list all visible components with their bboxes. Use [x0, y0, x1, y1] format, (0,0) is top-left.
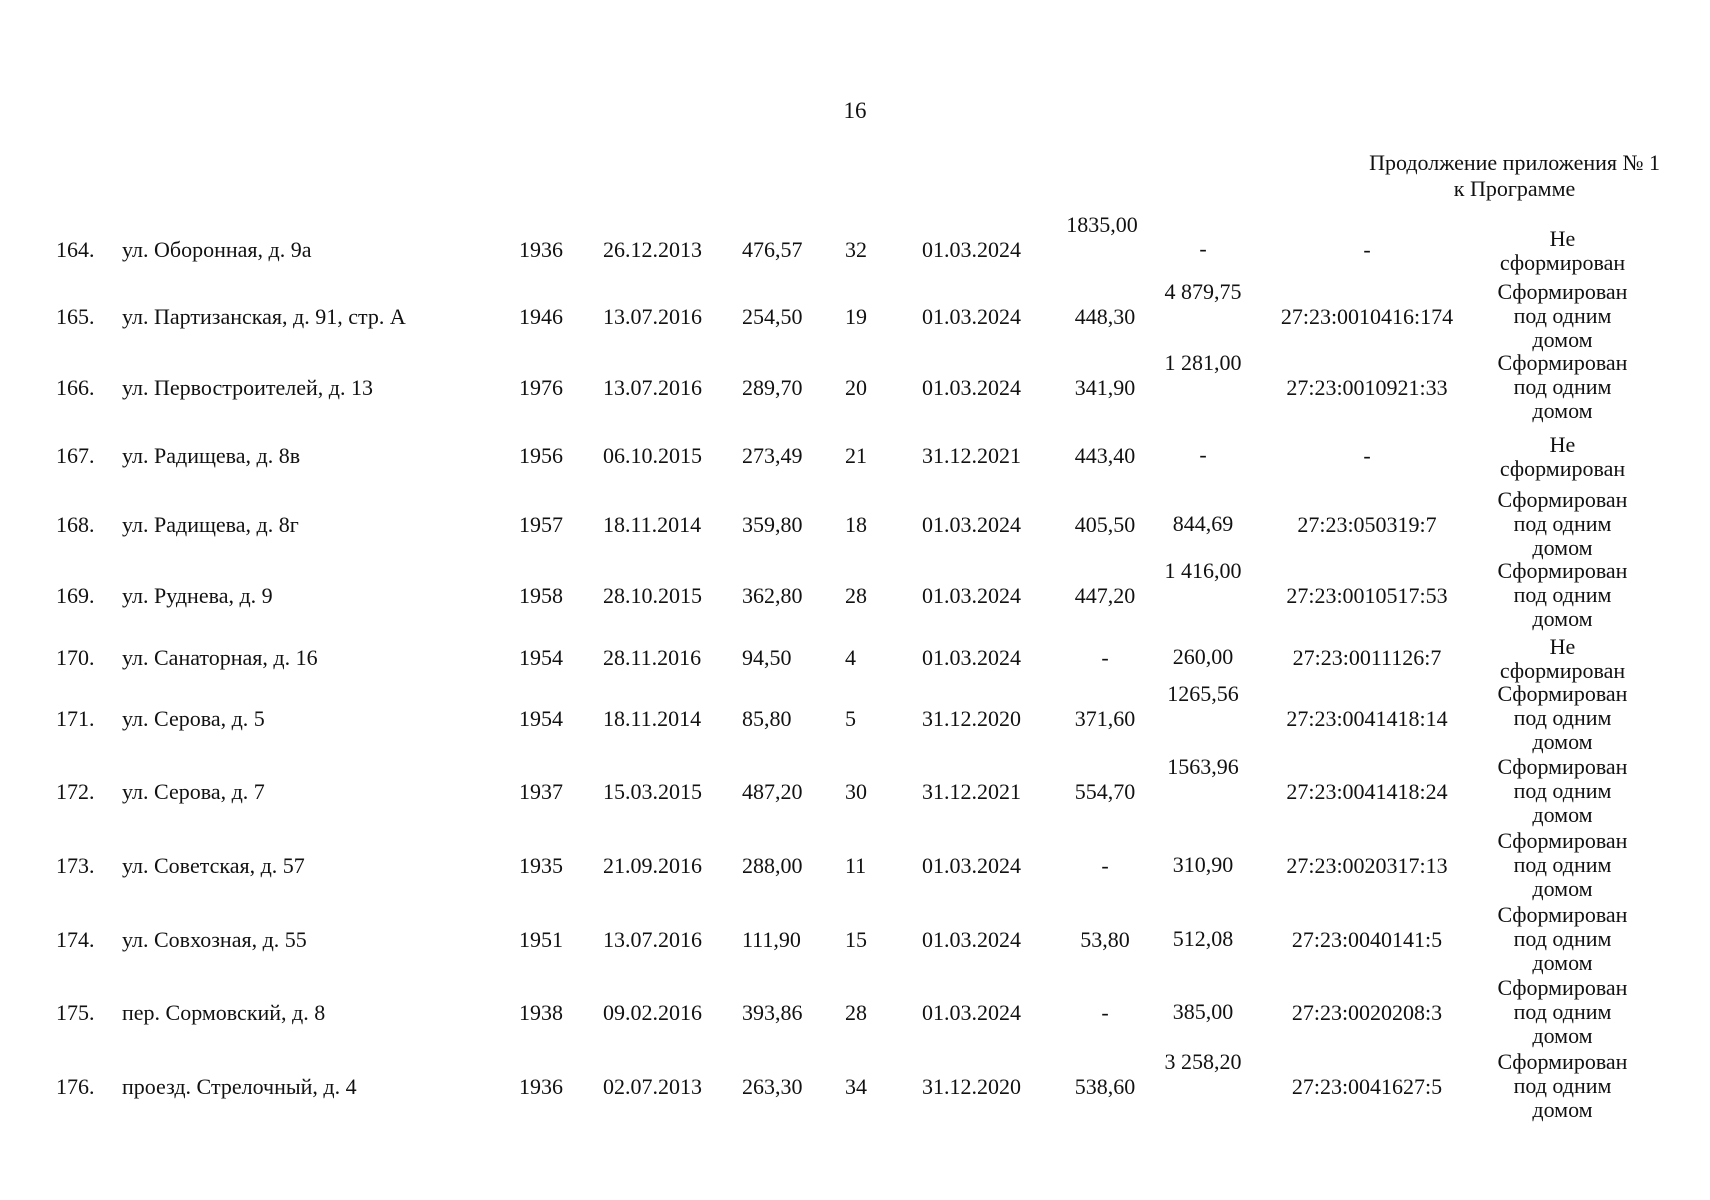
cadastral-number-cell: -	[1363, 237, 1371, 262]
count-cell: 15	[845, 927, 867, 952]
year-cell: 1936	[519, 237, 563, 262]
land-area-cell: 1265,56	[1167, 681, 1239, 706]
deadline-cell: 01.03.2024	[922, 237, 1021, 262]
status-cell: Сформирован под одним домом	[1497, 558, 1628, 631]
deadline-cell: 31.12.2021	[922, 443, 1021, 468]
row-number: 164.	[56, 237, 95, 262]
area2-cell: 341,90	[1074, 375, 1136, 400]
row-number: 171.	[56, 706, 95, 731]
date-cell: 18.11.2014	[603, 512, 702, 537]
year-cell: 1958	[519, 583, 563, 608]
status-cell: Сформирован под одним домом	[1497, 279, 1628, 352]
row-number: 167.	[56, 443, 95, 468]
cadastral-number-cell: 27:23:0040141:5	[1291, 927, 1443, 952]
area2-cell: 443,40	[1074, 443, 1136, 468]
deadline-cell: 01.03.2024	[922, 927, 1021, 952]
deadline-cell: 01.03.2024	[922, 375, 1021, 400]
date-cell: 02.07.2013	[603, 1074, 702, 1099]
cadastral-number-cell: 27:23:0041418:24	[1286, 779, 1448, 804]
count-cell: 20	[845, 375, 867, 400]
cadastral-number-cell: 27:23:0020317:13	[1286, 853, 1448, 878]
address-cell: ул. Серова, д. 7	[122, 779, 265, 804]
status-cell: Сформирован под одним домом	[1497, 350, 1628, 423]
date-cell: 28.10.2015	[603, 583, 702, 608]
row-number: 168.	[56, 512, 95, 537]
page-number: 16	[843, 98, 867, 123]
area2-cell: 554,70	[1074, 779, 1136, 804]
area-cell: 288,00	[742, 853, 803, 878]
address-cell: ул. Радищева, д. 8в	[122, 443, 301, 468]
count-cell: 11	[845, 853, 867, 878]
land-area-cell: 1 416,00	[1164, 558, 1242, 583]
status-cell: Сформирован под одним домом	[1497, 1049, 1628, 1122]
cadastral-number-cell: 27:23:0010416:174	[1280, 304, 1454, 329]
status-cell: Не сформирован	[1499, 634, 1626, 683]
date-cell: 13.07.2016	[603, 304, 702, 329]
deadline-cell: 31.12.2020	[922, 706, 1021, 731]
date-cell: 18.11.2014	[603, 706, 702, 731]
address-cell: ул. Радищева, д. 8г	[122, 512, 299, 537]
appendix-heading-line2: к Программе	[1453, 176, 1576, 201]
cadastral-number-cell: 27:23:0041627:5	[1291, 1074, 1443, 1099]
status-cell: Не сформирован	[1499, 432, 1626, 481]
address-cell: пер. Сормовский, д. 8	[122, 1000, 326, 1025]
area2-cell: 447,20	[1074, 583, 1136, 608]
year-cell: 1951	[519, 927, 563, 952]
row-number: 170.	[56, 645, 95, 670]
cadastral-number-cell: 27:23:0011126:7	[1292, 645, 1442, 670]
date-cell: 13.07.2016	[603, 375, 702, 400]
land-area-cell: 385,00	[1172, 999, 1234, 1024]
address-cell: проезд. Стрелочный, д. 4	[122, 1074, 357, 1099]
area2-cell: 448,30	[1074, 304, 1136, 329]
cadastral-number-cell: 27:23:0010921:33	[1286, 375, 1448, 400]
count-cell: 5	[845, 706, 856, 731]
land-area-cell: -	[1199, 442, 1207, 467]
area-cell: 393,86	[742, 1000, 803, 1025]
address-cell: ул. Серова, д. 5	[122, 706, 265, 731]
year-cell: 1936	[519, 1074, 563, 1099]
area-cell: 263,30	[742, 1074, 803, 1099]
count-cell: 21	[845, 443, 867, 468]
count-cell: 30	[845, 779, 867, 804]
land-area-cell: 844,69	[1172, 511, 1234, 536]
date-cell: 15.03.2015	[603, 779, 702, 804]
land-area-cell: 1 281,00	[1164, 350, 1242, 375]
date-cell: 28.11.2016	[603, 645, 702, 670]
address-cell: ул. Санаторная, д. 16	[122, 645, 318, 670]
date-cell: 09.02.2016	[603, 1000, 702, 1025]
area-cell: 273,49	[742, 443, 803, 468]
date-cell: 06.10.2015	[603, 443, 702, 468]
area-cell: 85,80	[742, 706, 792, 731]
year-cell: 1946	[519, 304, 563, 329]
date-cell: 26.12.2013	[603, 237, 702, 262]
row-number: 174.	[56, 927, 95, 952]
row-number: 172.	[56, 779, 95, 804]
year-cell: 1938	[519, 1000, 563, 1025]
status-cell: Сформирован под одним домом	[1497, 902, 1628, 975]
area-cell: 94,50	[742, 645, 792, 670]
status-cell: Сформирован под одним домом	[1497, 487, 1628, 560]
deadline-cell: 01.03.2024	[922, 512, 1021, 537]
status-cell: Сформирован под одним домом	[1497, 828, 1628, 901]
area-cell: 111,90	[742, 927, 801, 952]
area2-cell: -	[1101, 645, 1109, 670]
status-cell: Не сформирован	[1499, 226, 1626, 275]
deadline-cell: 01.03.2024	[922, 853, 1021, 878]
land-area-cell: 512,08	[1172, 926, 1234, 951]
count-cell: 19	[845, 304, 867, 329]
area2-cell: 538,60	[1074, 1074, 1136, 1099]
deadline-cell: 01.03.2024	[922, 1000, 1021, 1025]
count-cell: 28	[845, 1000, 867, 1025]
date-cell: 21.09.2016	[603, 853, 702, 878]
cadastral-number-cell: 27:23:0010517:53	[1286, 583, 1448, 608]
count-cell: 32	[845, 237, 867, 262]
row-number: 169.	[56, 583, 95, 608]
area-cell: 359,80	[742, 512, 803, 537]
year-cell: 1937	[519, 779, 563, 804]
deadline-cell: 01.03.2024	[922, 645, 1021, 670]
area-cell: 362,80	[742, 583, 803, 608]
area-cell: 254,50	[742, 304, 803, 329]
date-cell: 13.07.2016	[603, 927, 702, 952]
area2-cell: 371,60	[1074, 706, 1136, 731]
count-cell: 34	[845, 1074, 867, 1099]
area-cell: 487,20	[742, 779, 803, 804]
count-cell: 18	[845, 512, 867, 537]
area-cell: 289,70	[742, 375, 803, 400]
row-number: 175.	[56, 1000, 95, 1025]
appendix-heading	[1369, 150, 1660, 202]
status-cell: Сформирован под одним домом	[1497, 754, 1628, 827]
land-area-cell: 1563,96	[1167, 754, 1239, 779]
area2-cell: 405,50	[1074, 512, 1136, 537]
row-number: 176.	[56, 1074, 95, 1099]
land-area-cell: 3 258,20	[1164, 1049, 1242, 1074]
year-cell: 1954	[519, 706, 563, 731]
year-cell: 1976	[519, 375, 563, 400]
land-area-cell: 4 879,75	[1164, 279, 1242, 304]
status-cell: Сформирован под одним домом	[1497, 975, 1628, 1048]
cadastral-number-cell: 27:23:0041418:14	[1286, 706, 1448, 731]
deadline-cell: 31.12.2021	[922, 779, 1021, 804]
year-cell: 1954	[519, 645, 563, 670]
year-cell: 1956	[519, 443, 563, 468]
area2-cell: 1835,00	[1066, 212, 1138, 237]
address-cell: ул. Советская, д. 57	[122, 853, 305, 878]
row-number: 166.	[56, 375, 95, 400]
address-cell: ул. Совхозная, д. 55	[122, 927, 307, 952]
land-area-cell: 260,00	[1172, 644, 1234, 669]
area2-cell: -	[1101, 1000, 1109, 1025]
address-cell: ул. Руднева, д. 9	[122, 583, 273, 608]
cadastral-number-cell: -	[1363, 443, 1371, 468]
address-cell: ул. Оборонная, д. 9а	[122, 237, 312, 262]
land-area-cell: -	[1199, 236, 1207, 261]
row-number: 165.	[56, 304, 95, 329]
area-cell: 476,57	[742, 237, 803, 262]
appendix-heading-line1: Продолжение приложения № 1	[1369, 150, 1660, 175]
count-cell: 4	[845, 645, 856, 670]
status-cell: Сформирован под одним домом	[1497, 681, 1628, 754]
deadline-cell: 01.03.2024	[922, 304, 1021, 329]
count-cell: 28	[845, 583, 867, 608]
deadline-cell: 01.03.2024	[922, 583, 1021, 608]
area2-cell: 53,80	[1080, 927, 1130, 952]
year-cell: 1935	[519, 853, 563, 878]
deadline-cell: 31.12.2020	[922, 1074, 1021, 1099]
area2-cell: -	[1101, 853, 1109, 878]
row-number: 173.	[56, 853, 95, 878]
cadastral-number-cell: 27:23:0020208:3	[1291, 1000, 1443, 1025]
cadastral-number-cell: 27:23:050319:7	[1297, 512, 1437, 537]
address-cell: ул. Партизанская, д. 91, стр. А	[122, 304, 406, 329]
address-cell: ул. Первостроителей, д. 13	[122, 375, 373, 400]
land-area-cell: 310,90	[1172, 852, 1234, 877]
year-cell: 1957	[519, 512, 563, 537]
